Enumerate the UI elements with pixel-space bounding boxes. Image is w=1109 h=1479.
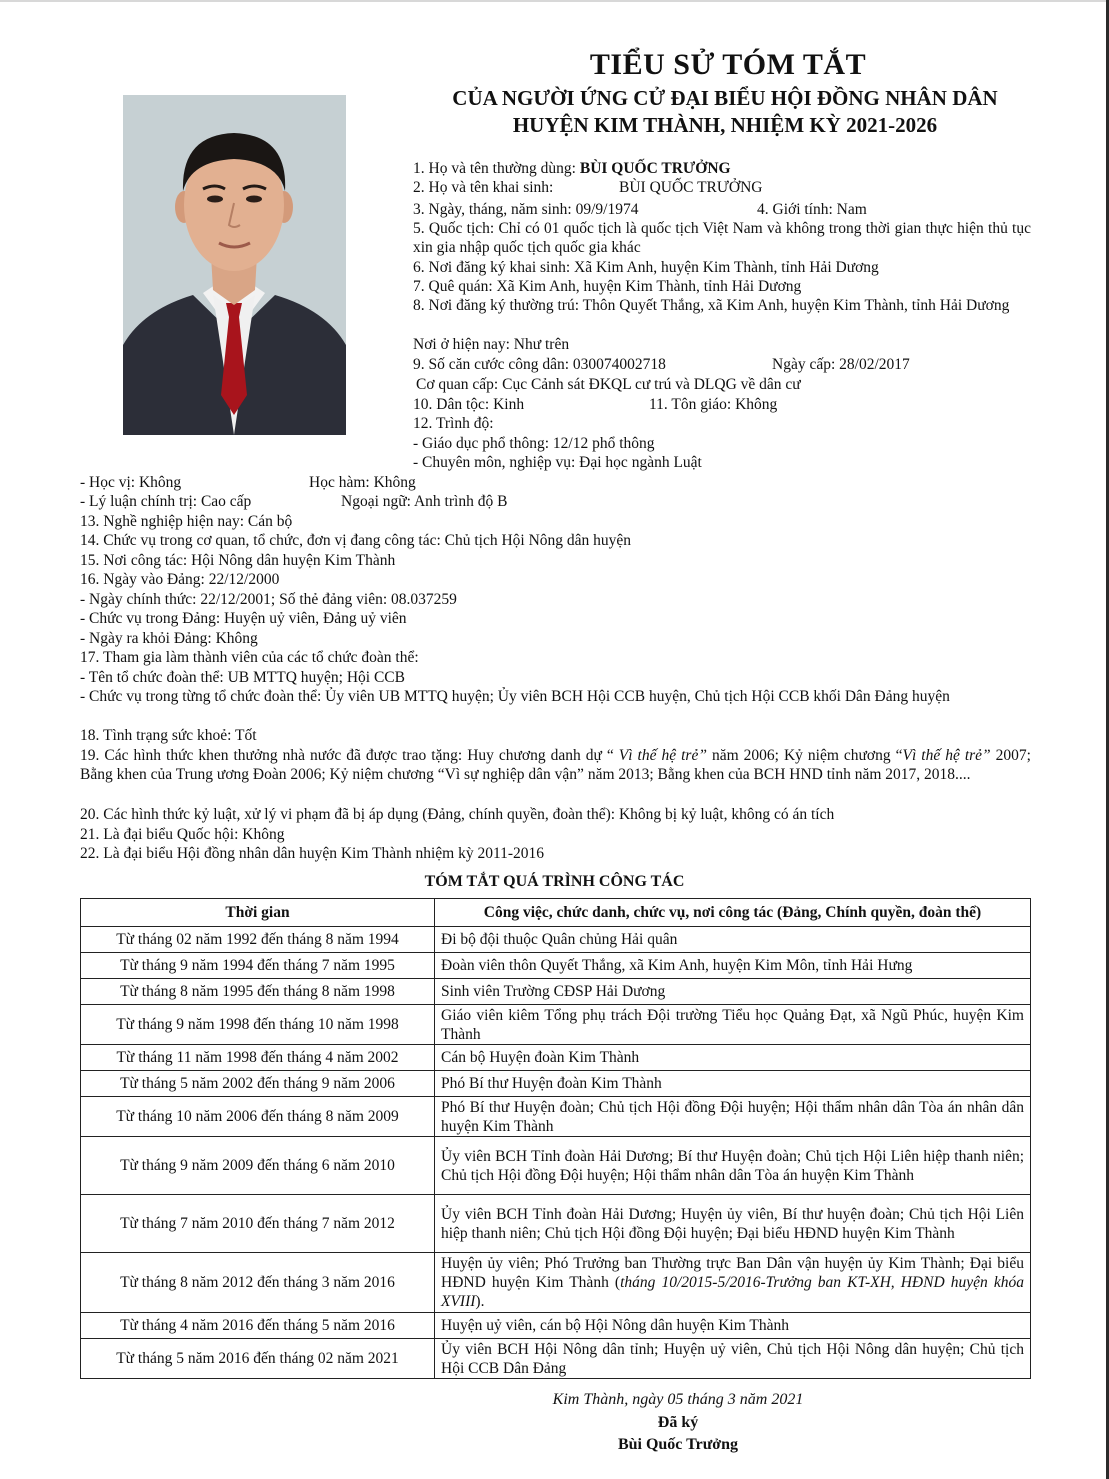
bio-citizen-id: 9. Số căn cước công dân: 030074002718 xyxy=(413,356,666,373)
bio-nationality: 5. Quốc tịch: Chỉ có 01 quốc tịch là quốc tịch Việt Nam và không trong thời gian thực hiện thủ tục xin gia nhập quốc tịch quốc gia khác xyxy=(413,220,1031,256)
bio-awards-text-3: 2007; Bằng khen của Trung ương Đoàn 2006; Kỷ niệm chương “Vì sự nghiệp dân vận” năm 2013; Bằng khen của BCH HND tỉnh năm 2017, 2018.... xyxy=(80,747,1031,783)
table-row xyxy=(81,1195,1031,1253)
bio-religion: 11. Tôn giáo: Không xyxy=(649,396,778,413)
row-time: Từ tháng 9 năm 1994 đến tháng 7 năm 1995 xyxy=(81,953,435,979)
bio-issue-date: Ngày cấp: 28/02/2017 xyxy=(772,356,910,373)
bio-awards-text-1: 19. Các hình thức khen thưởng nhà nước đã được trao tặng: Huy chương danh dự “ xyxy=(80,747,619,764)
bio-general-education: - Giáo dục phổ thông: 12/12 phổ thông xyxy=(413,435,655,452)
bio-awards-text-2: năm 2006; Kỷ niệm chương “ xyxy=(706,747,903,764)
row-job-italic: tháng 10/2015-5/2016-Trưởng ban KT-XH, HĐND huyện khóa XVIII xyxy=(441,1274,1024,1310)
bio-discipline: 20. Các hình thức kỷ luật, xử lý vi phạm đã bị áp dụng (Đảng, chính quyền, đoàn thể): Không bị kỷ luật, không có án tích xyxy=(80,806,835,823)
bio-occupation: 13. Nghề nghiệp hiện nay: Cán bộ xyxy=(80,513,293,530)
row-time: Từ tháng 4 năm 2016 đến tháng 5 năm 2016 xyxy=(81,1313,435,1339)
row-time: Từ tháng 9 năm 1998 đến tháng 10 năm 1998 xyxy=(81,1005,435,1045)
bio-birth-name-value: BÙI QUỐC TRƯỞNG xyxy=(619,179,763,196)
bio-political-theory: - Lý luận chính trị: Cao cấp xyxy=(80,493,252,510)
bio-degree: - Học vị: Không xyxy=(80,474,182,491)
bio-party-position: - Chức vụ trong Đảng: Huyện uỷ viên, Đảng uỷ viên xyxy=(80,610,407,627)
row-time: Từ tháng 5 năm 2002 đến tháng 9 năm 2006 xyxy=(81,1071,435,1097)
page-top-edge xyxy=(0,0,1109,2)
bio-national-assembly: 21. Là đại biểu Quốc hội: Không xyxy=(80,826,285,843)
row-time: Từ tháng 7 năm 2010 đến tháng 7 năm 2012 xyxy=(81,1195,435,1253)
row-job: Ủy viên BCH Tỉnh đoàn Hải Dương; Bí thư Huyện đoàn; Chủ tịch Hội Liên hiệp thanh niên; Chủ tịch Hội đồng Đội huyện; Hội thẩm nhân dân Tòa án huyện Kim Thành xyxy=(435,1137,1031,1195)
row-time: Từ tháng 5 năm 2016 đến tháng 02 năm 2021 xyxy=(81,1339,435,1379)
row-job: Đoàn viên thôn Quyết Thắng, xã Kim Anh, huyện Kim Môn, tỉnh Hải Hưng xyxy=(435,953,1031,979)
portrait-photo xyxy=(123,95,346,435)
bio-party-leave: - Ngày ra khỏi Đảng: Không xyxy=(80,630,258,647)
table-row xyxy=(81,979,1031,1005)
table-row xyxy=(81,1313,1031,1339)
table-row xyxy=(81,1339,1031,1379)
bio-birth-date: 3. Ngày, tháng, năm sinh: 09/9/1974 xyxy=(413,201,639,218)
bio-permanent-residence: 8. Nơi đăng ký thường trú: Thôn Quyết Thắng, xã Kim Anh, huyện Kim Thành, tỉnh Hải Dương xyxy=(413,297,1010,314)
row-job: Sinh viên Trường CĐSP Hải Dương xyxy=(435,979,1031,1005)
bio-hometown: 7. Quê quán: Xã Kim Anh, huyện Kim Thành, tỉnh Hải Dương xyxy=(413,278,802,295)
bio-gender: 4. Giới tính: Nam xyxy=(757,201,867,218)
column-header-time: Thời gian xyxy=(81,899,435,927)
bio-awards xyxy=(80,746,1031,784)
bio-common-name-label: 1. Họ và tên thường dùng: xyxy=(413,160,580,177)
row-time: Từ tháng 02 năm 1992 đến tháng 8 năm 1994 xyxy=(81,927,435,953)
row-job-text-1: Huyện ủy viên; Phó Trưởng ban Thường trực Ban Dân vận huyện ủy Kim Thành; Đại biểu HĐND huyện Kim Thành ( xyxy=(441,1255,1024,1291)
table-row xyxy=(81,927,1031,953)
bio-health: 18. Tình trạng sức khoẻ: Tốt xyxy=(80,727,257,744)
bio-party-official: - Ngày chính thức: 22/12/2001; Số thẻ đảng viên: 08.037259 xyxy=(80,591,457,608)
bio-awards-italic-2: Vì thế hệ trẻ” xyxy=(902,747,991,764)
row-time: Từ tháng 11 năm 1998 đến tháng 4 năm 2002 xyxy=(81,1045,435,1071)
bio-education-heading: 12. Trình độ: xyxy=(413,415,494,432)
row-job: Huyện uỷ viên, cán bộ Hội Nông dân huyện Kim Thành xyxy=(435,1313,1031,1339)
bio-position: 14. Chức vụ trong cơ quan, tổ chức, đơn vị đang công tác: Chủ tịch Hội Nông dân huyện xyxy=(80,532,632,549)
row-time: Từ tháng 8 năm 1995 đến tháng 8 năm 1998 xyxy=(81,979,435,1005)
bio-academic-title: Học hàm: Không xyxy=(309,474,416,491)
signature-name: Bùi Quốc Trưởng xyxy=(617,1436,739,1453)
bio-organization-positions: - Chức vụ trong từng tổ chức đoàn thể: Ủy viên UB MTTQ huyện; Ủy viên BCH Hội CCB huyện, Chủ tịch Hội CCB khối Dân Đảng huyện xyxy=(80,688,950,705)
row-job: Phó Bí thư Huyện đoàn; Chủ tịch Hội đồng Đội huyện; Hội thẩm nhân dân Tòa án nhân dân huyện Kim Thành xyxy=(435,1097,1031,1137)
bio-common-name-value: BÙI QUỐC TRƯỞNG xyxy=(579,160,731,177)
row-job: Ủy viên BCH Tỉnh đoàn Hải Dương; Huyện ủy viên, Bí thư huyện đoàn; Chủ tịch Hội Liên hiệp thanh niên; Chủ tịch Hội đồng Đội huyện; Đại biểu HĐND huyện Kim Thành xyxy=(435,1195,1031,1253)
table-row xyxy=(81,1045,1031,1071)
bio-council-delegate: 22. Là đại biểu Hội đồng nhân dân huyện Kim Thành nhiệm kỳ 2011-2016 xyxy=(80,845,545,862)
table-row xyxy=(81,1097,1031,1137)
bio-organizations: 17. Tham gia làm thành viên của các tổ chức đoàn thể: xyxy=(80,649,419,666)
table-header-row xyxy=(81,899,1031,927)
row-job: Ủy viên BCH Hội Nông dân tỉnh; Huyện uỷ viên, Chủ tịch Hội Nông dân huyện; Chủ tịch Hội CCB Dân Đảng xyxy=(435,1339,1031,1379)
table-row xyxy=(81,1071,1031,1097)
table-row xyxy=(81,1253,1031,1313)
bio-birth-name-label: 2. Họ và tên khai sinh: xyxy=(413,179,554,196)
portrait-illustration xyxy=(123,95,346,435)
work-history-title: TÓM TẮT QUÁ TRÌNH CÔNG TÁC xyxy=(424,873,685,890)
signature-status: Đã ký xyxy=(657,1414,699,1431)
bio-issuing-agency: Cơ quan cấp: Cục Cảnh sát ĐKQL cư trú và DLQG về dân cư xyxy=(416,376,801,393)
bio-common-name xyxy=(413,159,731,178)
row-time: Từ tháng 8 năm 2012 đến tháng 3 năm 2016 xyxy=(81,1253,435,1313)
page-title: TIỂU SỬ TÓM TẮT xyxy=(589,48,867,81)
row-job: Cán bộ Huyện đoàn Kim Thành xyxy=(435,1045,1031,1071)
signature-place-date: Kim Thành, ngày 05 tháng 3 năm 2021 xyxy=(552,1391,804,1408)
column-header-job: Công việc, chức danh, chức vụ, nơi công tác (Đảng, Chính quyền, đoàn thể) xyxy=(435,899,1031,927)
bio-birth-name xyxy=(413,178,763,197)
row-job xyxy=(435,1253,1031,1313)
bio-birth-registration: 6. Nơi đăng ký khai sinh: Xã Kim Anh, huyện Kim Thành, tỉnh Hải Dương xyxy=(413,259,879,276)
row-job-text-2: ). xyxy=(475,1293,485,1310)
bio-specialization: - Chuyên môn, nghiệp vụ: Đại học ngành Luật xyxy=(413,454,702,471)
bio-workplace: 15. Nơi công tác: Hội Nông dân huyện Kim Thành xyxy=(80,552,396,569)
table-row xyxy=(81,953,1031,979)
table-row xyxy=(81,1137,1031,1195)
table-row xyxy=(81,1005,1031,1045)
row-time: Từ tháng 9 năm 2009 đến tháng 6 năm 2010 xyxy=(81,1137,435,1195)
bio-ethnicity: 10. Dân tộc: Kinh xyxy=(413,396,525,413)
bio-current-residence: Nơi ở hiện nay: Như trên xyxy=(413,336,570,353)
row-job: Phó Bí thư Huyện đoàn Kim Thành xyxy=(435,1071,1031,1097)
page-subtitle-2: HUYỆN KIM THÀNH, NHIỆM KỲ 2021-2026 xyxy=(512,113,938,137)
page-subtitle-1: CỦA NGƯỜI ỨNG CỬ ĐẠI BIỂU HỘI ĐỒNG NHÂN DÂN xyxy=(452,86,998,110)
bio-party-join-date: 16. Ngày vào Đảng: 22/12/2000 xyxy=(80,571,280,588)
row-time: Từ tháng 10 năm 2006 đến tháng 8 năm 2009 xyxy=(81,1097,435,1137)
bio-awards-italic-1: Vì thế hệ trẻ” xyxy=(618,747,707,764)
row-job: Giáo viên kiêm Tổng phụ trách Đội trường Tiểu học Quảng Đạt, xã Ngũ Phúc, huyện Kim Thành xyxy=(435,1005,1031,1045)
row-job: Đi bộ đội thuộc Quân chủng Hải quân xyxy=(435,927,1031,953)
work-history-table xyxy=(80,898,1031,1379)
bio-organization-names: - Tên tổ chức đoàn thể: UB MTTQ huyện; Hội CCB xyxy=(80,669,405,686)
bio-foreign-language: Ngoại ngữ: Anh trình độ B xyxy=(341,493,508,510)
